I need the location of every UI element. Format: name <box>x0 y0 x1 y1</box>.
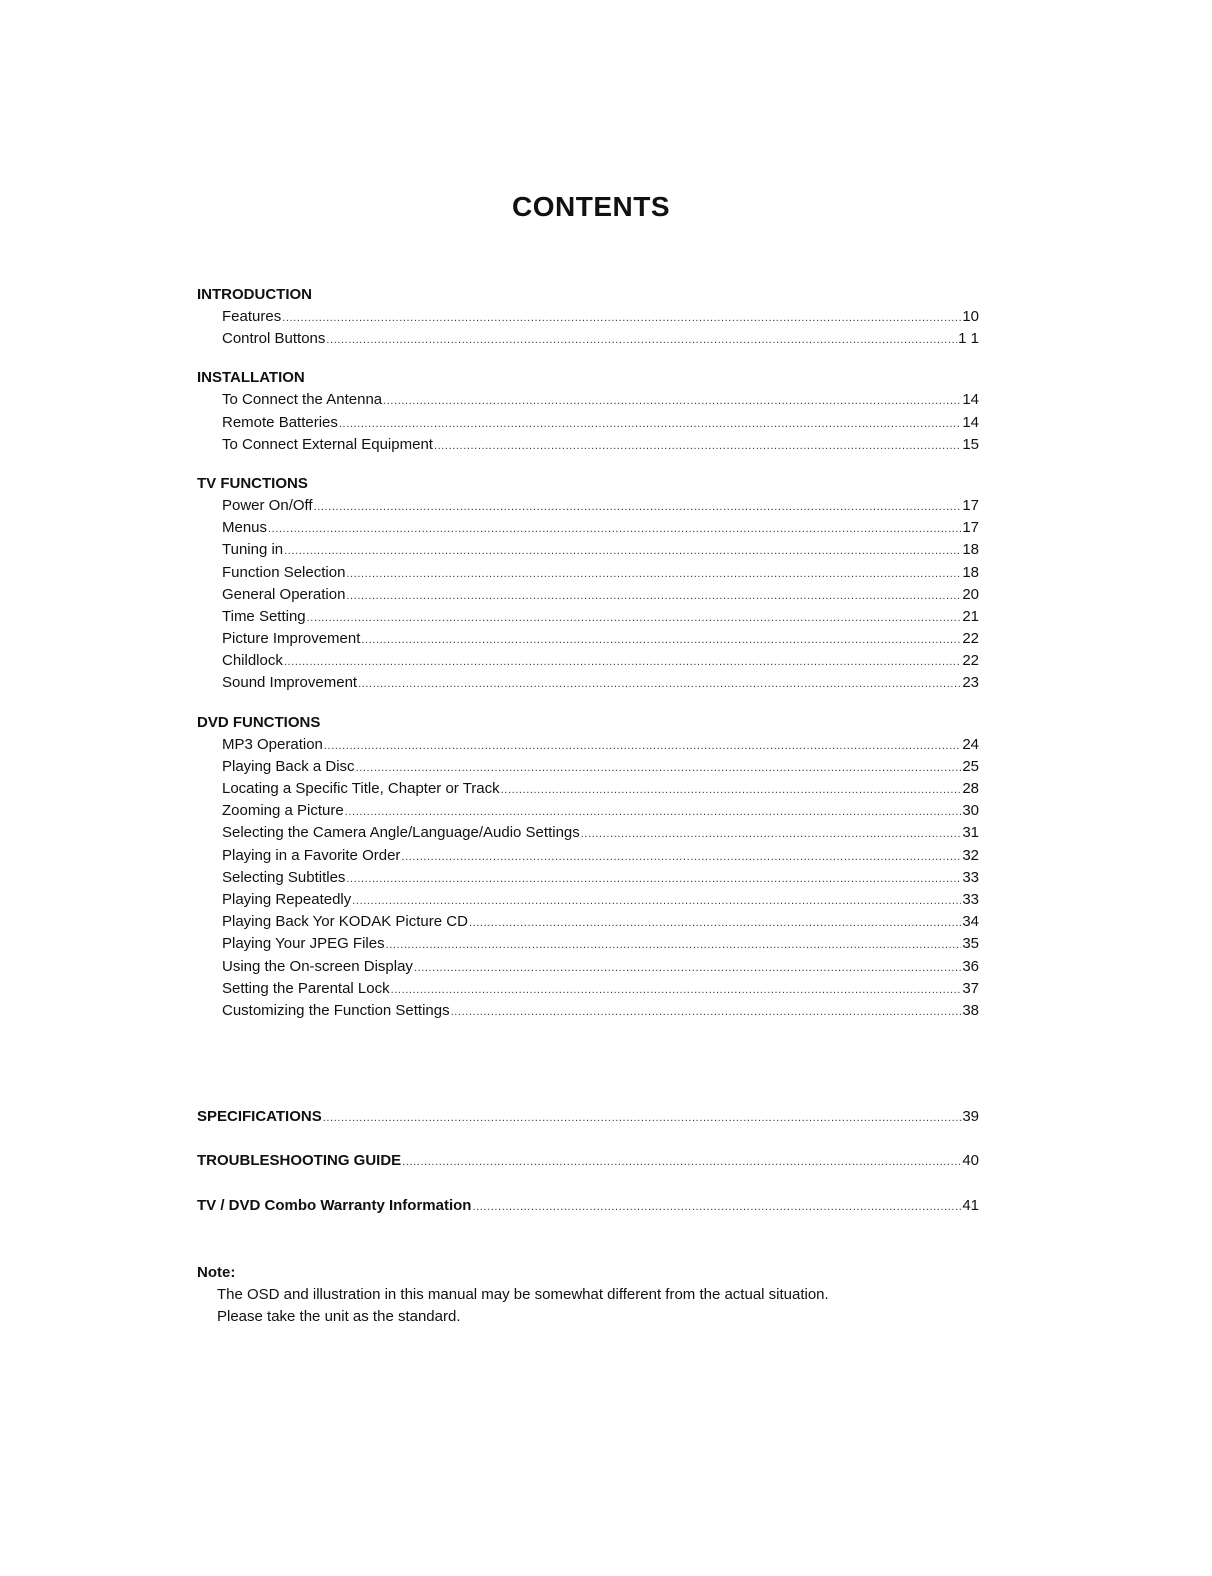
entry-page: 17 <box>962 519 979 537</box>
top-level-entries <box>197 1106 979 1239</box>
entry-label: Sound Improvement <box>222 674 358 692</box>
entry-page: 18 <box>962 563 979 581</box>
entry-label: MP3 Operation <box>222 735 323 753</box>
toc-entry[interactable] <box>222 628 979 650</box>
toc-entry-specifications[interactable] <box>197 1106 979 1128</box>
dot-leader <box>346 868 961 890</box>
section-heading: TV FUNCTIONS <box>197 474 308 492</box>
note-block <box>197 1262 977 1328</box>
dot-leader <box>352 890 961 912</box>
dot-leader <box>386 934 962 956</box>
section-introduction <box>197 284 979 350</box>
entry-label: Customizing the Function Settings <box>222 1001 450 1019</box>
entry-page: 15 <box>962 435 979 453</box>
section-tv-functions <box>197 473 979 695</box>
toc-entry[interactable] <box>222 306 979 328</box>
toc-entry[interactable] <box>222 800 979 822</box>
entry-page: 38 <box>962 1001 979 1019</box>
entry-label: General Operation <box>222 585 346 603</box>
toc-entry[interactable] <box>222 650 979 672</box>
toc-entry[interactable] <box>222 845 979 867</box>
entry-page: 18 <box>962 541 979 559</box>
toc-entry-troubleshooting[interactable] <box>197 1150 979 1172</box>
entry-page: 1 1 <box>958 330 979 348</box>
dot-leader <box>451 1001 962 1023</box>
entry-label: Selecting the Camera Angle/Language/Audio Settings <box>222 824 580 842</box>
entry-label: Playing Repeatedly <box>222 890 352 908</box>
entry-label: Picture Improvement <box>222 630 361 648</box>
toc-entry[interactable] <box>222 911 979 933</box>
entry-page: 14 <box>962 413 979 431</box>
dot-leader <box>323 1107 962 1129</box>
entry-label: Playing in a Favorite Order <box>222 846 401 864</box>
toc-entry[interactable] <box>222 672 979 694</box>
entry-label: Function Selection <box>222 563 346 581</box>
toc-entry[interactable] <box>222 1000 979 1022</box>
entry-page: 17 <box>962 496 979 514</box>
dot-leader <box>581 823 962 845</box>
entry-label: Time Setting <box>222 607 306 625</box>
dot-leader <box>282 307 961 329</box>
entry-page: 30 <box>962 802 979 820</box>
entry-page: 24 <box>962 735 979 753</box>
note-line: The OSD and illustration in this manual may be somewhat different from the actual situation. <box>217 1286 829 1303</box>
toc-entry[interactable] <box>222 562 979 584</box>
dot-leader <box>326 329 957 351</box>
toc-entry[interactable] <box>222 889 979 911</box>
toc-entry[interactable] <box>222 412 979 434</box>
entry-label: Control Buttons <box>222 330 326 348</box>
entry-label: Zooming a Picture <box>222 802 344 820</box>
note-line: Please take the unit as the standard. <box>217 1308 461 1325</box>
entry-page: 21 <box>962 607 979 625</box>
table-of-contents <box>197 284 979 1039</box>
entry-label: Setting the Parental Lock <box>222 979 390 997</box>
entry-page: 22 <box>962 630 979 648</box>
dot-leader <box>284 651 961 673</box>
toc-entry[interactable] <box>222 539 979 561</box>
entry-label: TROUBLESHOOTING GUIDE <box>197 1152 402 1170</box>
entry-page: 28 <box>962 780 979 797</box>
dot-leader <box>307 607 962 629</box>
entry-label: To Connect External Equipment <box>222 435 433 453</box>
entry-label: SPECIFICATIONS <box>197 1108 322 1125</box>
entry-page: 14 <box>962 391 979 409</box>
toc-entry[interactable] <box>222 495 979 517</box>
toc-entry[interactable] <box>222 978 979 1000</box>
entry-page: 37 <box>962 979 979 997</box>
entry-label: Selecting Subtitles <box>222 868 346 886</box>
toc-entry[interactable] <box>222 584 979 606</box>
toc-entry[interactable] <box>222 734 979 756</box>
dot-leader <box>361 629 961 651</box>
dot-leader <box>401 846 961 868</box>
toc-entry[interactable] <box>222 756 979 778</box>
dot-leader <box>472 1196 961 1218</box>
section-heading: INSTALLATION <box>197 369 305 387</box>
entry-page: 40 <box>962 1152 979 1170</box>
toc-entry[interactable] <box>222 434 979 456</box>
dot-leader <box>501 779 962 801</box>
dot-leader <box>346 563 961 585</box>
entry-page: 20 <box>962 585 979 603</box>
entry-page: 34 <box>962 913 979 931</box>
entry-label: Locating a Specific Title, Chapter or Track <box>222 780 500 797</box>
toc-entry[interactable] <box>222 867 979 889</box>
toc-entry[interactable] <box>222 956 979 978</box>
entry-page: 32 <box>962 846 979 864</box>
toc-entry-warranty[interactable] <box>197 1195 979 1217</box>
entry-label: Playing Back Yor KODAK Picture CD <box>222 913 468 931</box>
entry-page: 23 <box>962 674 979 692</box>
toc-entry[interactable] <box>222 328 979 350</box>
entry-label: To Connect the Antenna <box>222 391 383 409</box>
dot-leader <box>391 979 962 1001</box>
entry-page: 25 <box>962 757 979 775</box>
toc-entry[interactable] <box>222 389 979 411</box>
entry-page: 41 <box>962 1196 979 1214</box>
dot-leader <box>339 413 961 435</box>
entry-page: 36 <box>962 957 979 975</box>
section-dvd-functions <box>197 712 979 1022</box>
page-title: CONTENTS <box>512 190 670 222</box>
entry-label: TV / DVD Combo Warranty Information <box>197 1196 472 1214</box>
dot-leader <box>324 735 961 757</box>
dot-leader <box>469 912 961 934</box>
entry-label: Playing Your JPEG Files <box>222 935 385 953</box>
section-installation <box>197 367 979 456</box>
entry-page: 33 <box>962 868 979 886</box>
toc-entry[interactable] <box>222 822 979 844</box>
entry-label: Remote Batteries <box>222 413 338 431</box>
entry-label: Using the On-screen Display <box>222 957 413 975</box>
note-heading: Note: <box>197 1264 236 1281</box>
toc-entry[interactable] <box>222 606 979 628</box>
dot-leader <box>284 540 961 562</box>
entry-page: 39 <box>962 1108 979 1125</box>
entry-page: 31 <box>962 824 979 842</box>
toc-entry[interactable] <box>222 517 979 539</box>
dot-leader <box>356 757 962 779</box>
dot-leader <box>346 585 961 607</box>
toc-entry[interactable] <box>222 778 979 800</box>
entry-page: 35 <box>962 935 979 953</box>
section-heading: DVD FUNCTIONS <box>197 713 321 731</box>
section-heading: INTRODUCTION <box>197 286 312 303</box>
entry-label: Features <box>222 308 282 325</box>
entry-label: Childlock <box>222 652 283 670</box>
entry-label: Menus <box>222 519 268 537</box>
entry-label: Playing Back a Disc <box>222 757 355 775</box>
entry-page: 10 <box>962 308 979 325</box>
entry-page: 22 <box>962 652 979 670</box>
entry-page: 33 <box>962 890 979 908</box>
dot-leader <box>402 1151 961 1173</box>
dot-leader <box>414 957 961 979</box>
entry-label: Tuning in <box>222 541 284 559</box>
dot-leader <box>268 518 961 540</box>
dot-leader <box>434 435 961 457</box>
dot-leader <box>383 390 961 412</box>
dot-leader <box>345 801 962 823</box>
entry-label: Power On/Off <box>222 496 313 514</box>
toc-entry[interactable] <box>222 933 979 955</box>
dot-leader <box>314 496 962 518</box>
dot-leader <box>358 673 961 695</box>
